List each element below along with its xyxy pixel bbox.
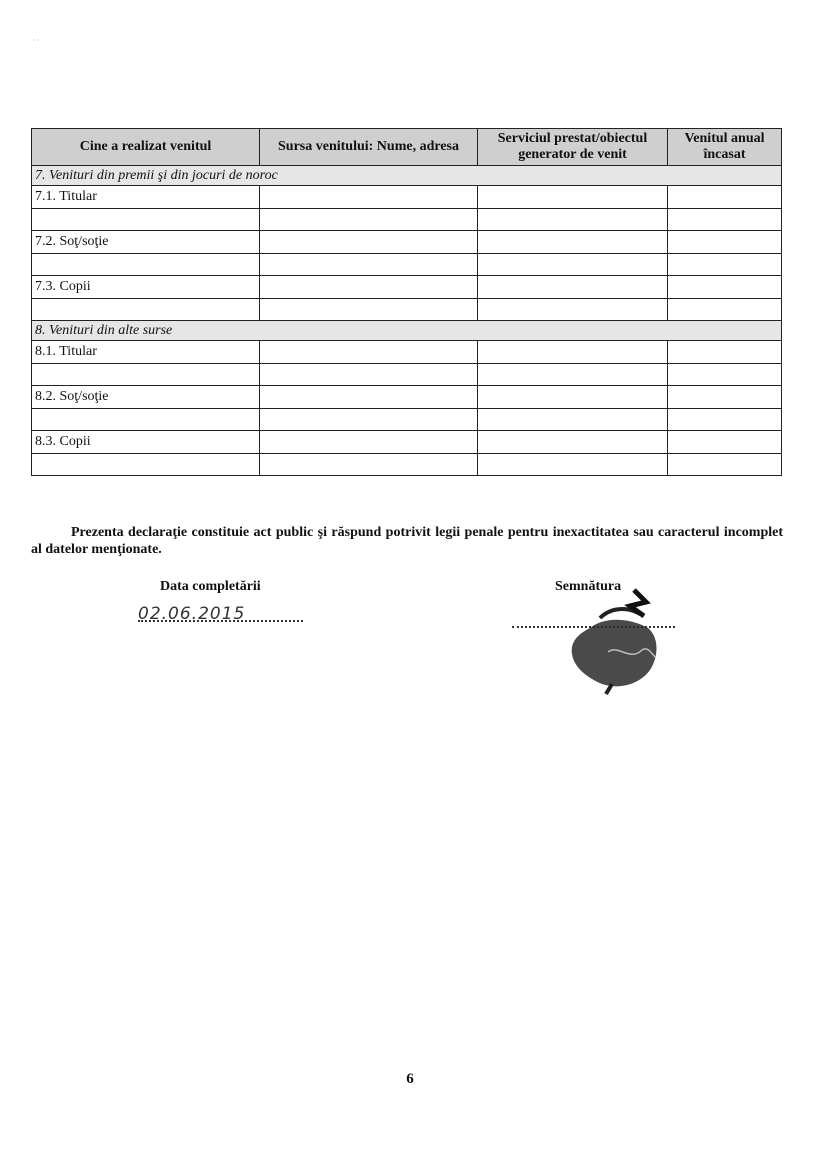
- table-cell: [668, 299, 782, 321]
- table-cell: [260, 299, 478, 321]
- table-row: [32, 431, 782, 454]
- table-row: [32, 341, 782, 364]
- table-cell: [478, 209, 668, 231]
- row-label: 8.3. Copii: [32, 431, 260, 454]
- table-cell: [260, 186, 478, 209]
- header-who: Cine a realizat venitul: [32, 129, 260, 166]
- table-cell: [478, 431, 668, 454]
- table-cell: [478, 276, 668, 299]
- table-cell: [668, 386, 782, 409]
- table-cell: [260, 454, 478, 476]
- table-cell: [478, 254, 668, 276]
- income-table: [31, 128, 782, 476]
- header-source: Sursa venitului: Nume, adresa: [260, 129, 478, 166]
- table-cell: [478, 454, 668, 476]
- table-cell: [260, 254, 478, 276]
- table-cell: [32, 209, 260, 231]
- table-header-row: [32, 129, 782, 166]
- table-row: [32, 364, 782, 386]
- table-cell: [478, 186, 668, 209]
- date-dotted-line: [138, 620, 303, 622]
- table-cell: [668, 276, 782, 299]
- table-cell: [668, 431, 782, 454]
- table-cell: [668, 364, 782, 386]
- table-cell: [668, 454, 782, 476]
- date-label: Data completării: [160, 579, 261, 594]
- signature-label: Semnătura: [555, 579, 622, 594]
- table-cell: [478, 409, 668, 431]
- table-cell: [260, 209, 478, 231]
- signature-mark: [560, 588, 670, 696]
- table-cell: [668, 341, 782, 364]
- header-annual-income: Venitul anual încasat: [668, 129, 782, 166]
- table-cell: [32, 299, 260, 321]
- table-cell: [260, 386, 478, 409]
- row-label: 8.2. Soţ/soţie: [32, 386, 260, 409]
- section-row: [32, 321, 782, 341]
- table-cell: [668, 209, 782, 231]
- table-cell: [260, 276, 478, 299]
- table-cell: [478, 364, 668, 386]
- table-cell: [32, 364, 260, 386]
- section-title: 7. Venituri din premii şi din jocuri de noroc: [32, 166, 782, 186]
- table-row: [32, 386, 782, 409]
- table-row: [32, 454, 782, 476]
- scan-speck: · ·: [32, 36, 40, 45]
- section-row: [32, 166, 782, 186]
- table-cell: [260, 231, 478, 254]
- section-title: 8. Venituri din alte surse: [32, 321, 782, 341]
- header-service: Serviciul prestat/obiectul generator de venit: [478, 129, 668, 166]
- table-cell: [668, 409, 782, 431]
- table-cell: [478, 231, 668, 254]
- table-cell: [260, 409, 478, 431]
- table-cell: [668, 254, 782, 276]
- table-cell: [668, 231, 782, 254]
- table-cell: [260, 431, 478, 454]
- table-cell: [32, 409, 260, 431]
- table-cell: [32, 254, 260, 276]
- table-row: [32, 299, 782, 321]
- row-label: 7.2. Soţ/soţie: [32, 231, 260, 254]
- table-cell: [260, 341, 478, 364]
- table-cell: [260, 364, 478, 386]
- date-value: 02.06.2015: [138, 604, 246, 624]
- table-row: [32, 409, 782, 431]
- row-label: 7.1. Titular: [32, 186, 260, 209]
- table-row: [32, 254, 782, 276]
- row-label: 8.1. Titular: [32, 341, 260, 364]
- table-cell: [32, 454, 260, 476]
- table-row: [32, 276, 782, 299]
- table-cell: [478, 386, 668, 409]
- table-cell: [478, 341, 668, 364]
- table-row: [32, 186, 782, 209]
- page-number: 6: [406, 1071, 414, 1087]
- table-cell: [478, 299, 668, 321]
- declaration-statement: Prezenta declaraţie constituie act public şi răspund potrivit legii penale pentru inexactitatea sau caracterul incomplet al datelor menţionate.: [31, 525, 783, 557]
- table-row: [32, 231, 782, 254]
- table-cell: [668, 186, 782, 209]
- table-row: [32, 209, 782, 231]
- row-label: 7.3. Copii: [32, 276, 260, 299]
